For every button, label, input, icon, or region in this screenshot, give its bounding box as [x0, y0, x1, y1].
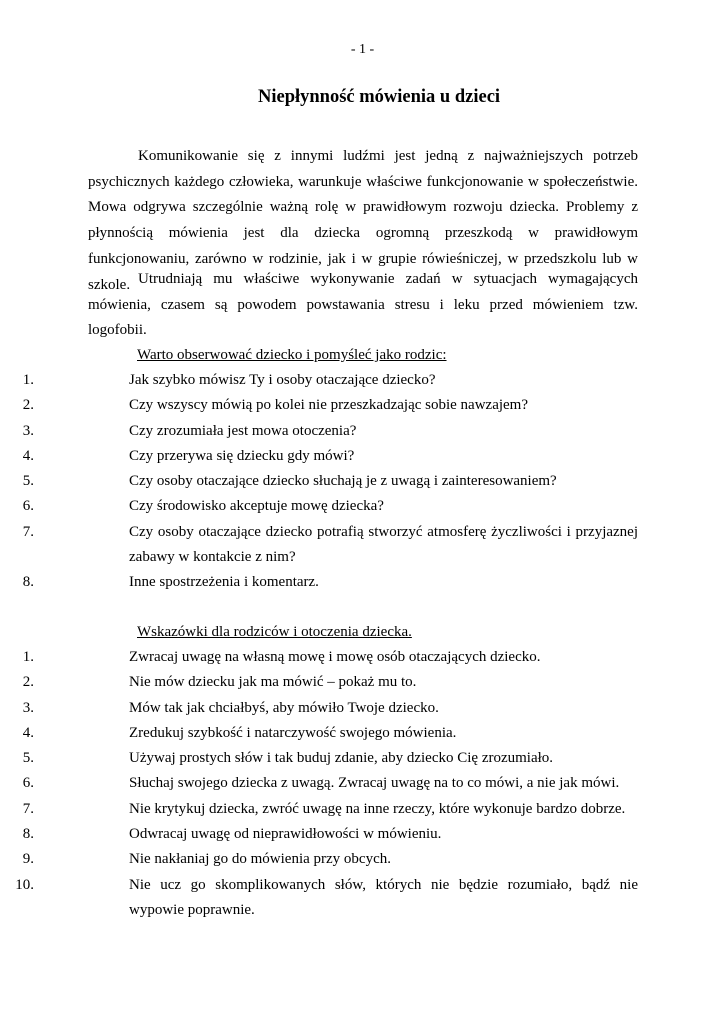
list-item-text: Używaj prostych słów i tak buduj zdanie, aby dziecko Cię zrozumiało.: [129, 750, 554, 767]
list-item-number: 3.: [22, 422, 34, 439]
tips-list: [0, 645, 725, 923]
list-item: [0, 520, 638, 571]
list-item: [0, 797, 638, 822]
observation-heading: Warto obserwować dziecko i pomyśleć jako rodzic:: [137, 347, 447, 363]
intro-paragraph: Komunikowanie się z innymi ludźmi jest jedną z najważniejszych potrzeb psychicznych każdego człowieka, warunkuje właściwe funkcjonowanie w społeczeństwie. Mowa odgrywa szczególnie ważną rolę w prawidłowym rozwoju dziecka. Problemy z płynnością mówienia jest dla dziecka ogromną przeszkodą w prawidłowym funkcjonowaniu, zarówno w rodzinie, jak i w grupie rówieśniczej, w przedszkolu lub w szkole.: [88, 148, 638, 293]
list-item-number: 4.: [22, 724, 34, 741]
list-item: [0, 696, 638, 721]
list-item-text: Odwracaj uwagę od nieprawidłowości w mówieniu.: [129, 826, 442, 843]
list-item: [0, 771, 638, 796]
list-item-number: 5.: [22, 750, 34, 767]
list-item-text: Nie ucz go skomplikowanych słów, których nie będzie rozumiało, bądź nie wypowie poprawnie.: [129, 876, 638, 918]
list-item-text: Czy osoby otaczające dziecko potrafią stworzyć atmosferę życzliwości i przyjaznej zabawy w kontakcie z nim?: [129, 523, 638, 566]
list-item-number: 6.: [22, 775, 34, 792]
document-title: Niepłynność mówienia u dzieci: [258, 87, 501, 107]
list-item-number: 3.: [22, 699, 34, 716]
list-item-text: Jak szybko mówisz Ty i osoby otaczające dziecko?: [129, 372, 436, 388]
list-item: [0, 393, 638, 418]
list-item-text: Inne spostrzeżenia i komentarz.: [129, 574, 319, 591]
list-item: [0, 847, 638, 872]
list-item-number: 9.: [22, 851, 34, 868]
list-item-number: 8.: [22, 826, 34, 843]
list-item-text: Czy przerywa się dziecku gdy mówi?: [129, 447, 355, 464]
list-item-number: 6.: [22, 498, 34, 515]
list-item-text: Nie krytykuj dziecka, zwróć uwagę na inne rzeczy, które wykonuje bardzo dobrze.: [129, 800, 626, 817]
list-item-text: Nie nakłaniaj go do mówienia przy obcych.: [129, 851, 392, 868]
list-item: [0, 494, 638, 519]
list-item-number: 1.: [22, 649, 34, 665]
list-item-number: 2.: [22, 397, 34, 414]
list-item-text: Słuchaj swojego dziecka z uwagą. Zwracaj uwagę na to co mówi, a nie jak mówi.: [129, 775, 620, 792]
list-item-number: 5.: [22, 473, 34, 490]
list-item-text: Nie mów dziecku jak ma mówić – pokaż mu to.: [129, 674, 417, 691]
list-item: [0, 822, 638, 847]
list-item-number: 2.: [22, 674, 34, 691]
list-item-number: 7.: [22, 523, 34, 540]
list-item-text: Czy osoby otaczające dziecko słuchają je z uwagą i zainteresowaniem?: [129, 473, 557, 490]
list-item-text: Czy wszyscy mówią po kolei nie przeszkadzając sobie nawzajem?: [129, 397, 529, 414]
list-item-text: Mów tak jak chciałbyś, aby mówiło Twoje dziecko.: [129, 699, 439, 716]
list-item: [0, 570, 638, 595]
list-item: [0, 469, 638, 494]
list-item-number: 10.: [15, 876, 34, 893]
list-item: [0, 721, 638, 746]
list-item: [0, 645, 638, 670]
list-item-text: Czy środowisko akceptuje mowę dziecka?: [129, 498, 384, 515]
list-item-number: 1.: [22, 372, 34, 388]
list-item-text: Czy zrozumiała jest mowa otoczenia?: [129, 422, 357, 439]
observation-list: [0, 368, 725, 596]
list-item: [0, 873, 638, 924]
second-paragraph: Utrudniają mu właściwe wykonywanie zadań w sytuacjach wymagających mówienia, czasem są powodem powstawania stresu i leku przed mówieniem tzw. logofobii.: [88, 271, 638, 339]
list-item-number: 4.: [22, 447, 34, 464]
list-item: [0, 670, 638, 695]
list-item: [0, 746, 638, 771]
list-item-number: 8.: [22, 574, 34, 591]
list-item: [0, 444, 638, 469]
list-item-number: 7.: [22, 800, 34, 817]
list-item: [0, 419, 638, 444]
page-number: - 1 -: [350, 42, 375, 57]
tips-heading: Wskazówki dla rodziców i otoczenia dziecka.: [137, 624, 412, 640]
list-item-text: Zredukuj szybkość i natarczywość swojego mówienia.: [129, 724, 457, 741]
list-item: [0, 368, 638, 393]
list-item-text: Zwracaj uwagę na własną mowę i mowę osób otaczających dziecko.: [129, 649, 541, 665]
